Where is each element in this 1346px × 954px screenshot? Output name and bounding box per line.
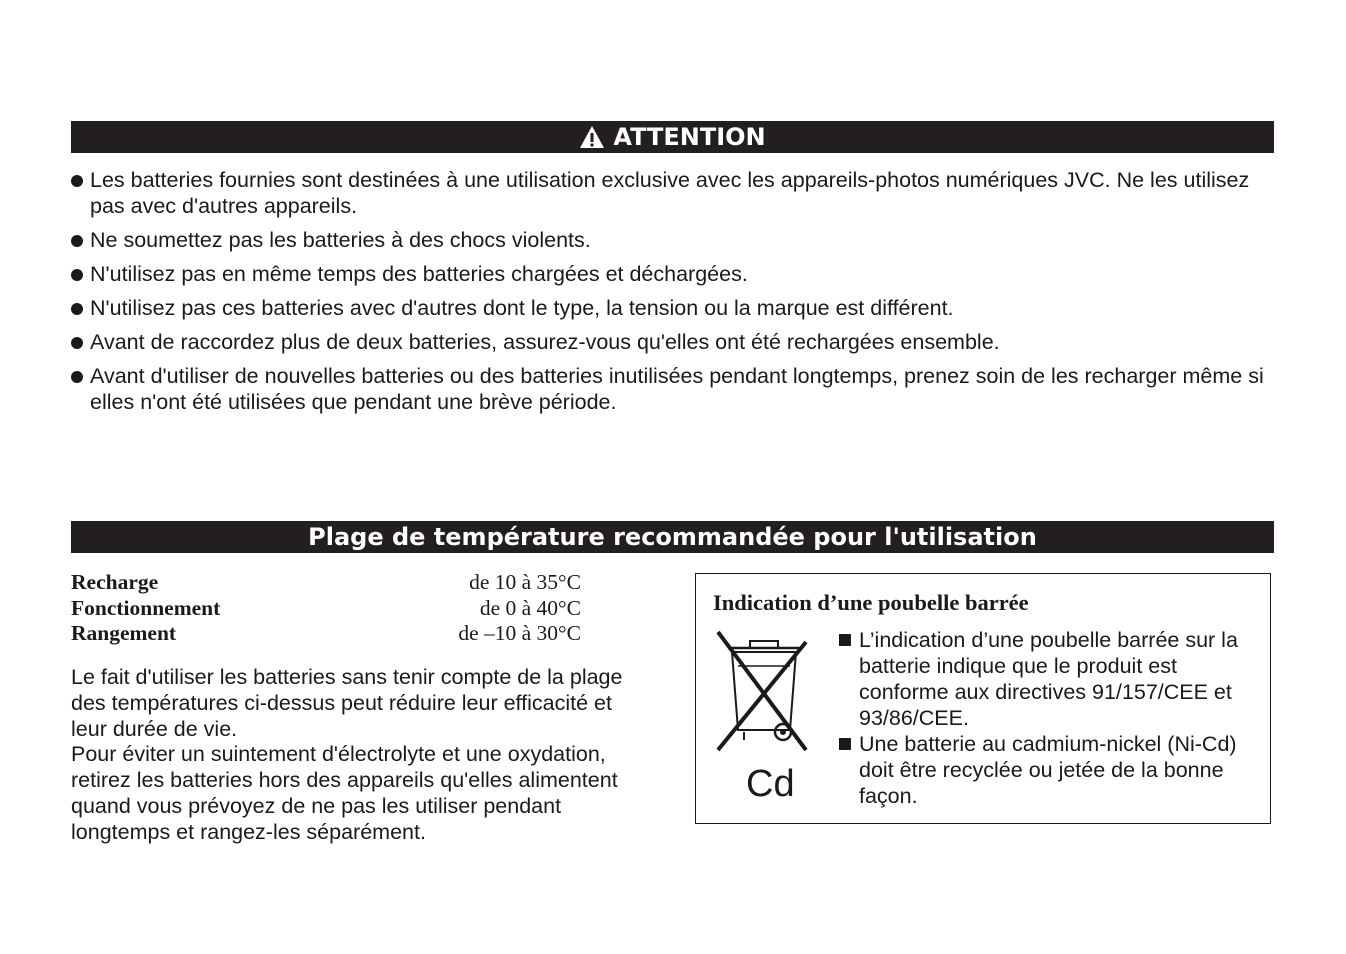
list-item: Avant de raccordez plus de deux batteries, assurez-vous qu'elles ont été rechargées ensemble. — [71, 329, 1274, 355]
list-item: Les batteries fournies sont destinées à une utilisation exclusive avec les appareils-photos numériques JVC. Ne les utilisez pas avec d'autres appareils. — [71, 167, 1274, 219]
temperature-row — [71, 596, 581, 622]
temperature-row — [71, 570, 581, 596]
list-item: L’indication d’une poubelle barrée sur la batterie indique que le produit est conforme aux directives 91/157/CEE et 93/86/CEE. — [839, 627, 1259, 731]
temperature-notes — [71, 665, 651, 846]
bin-notice-list — [839, 627, 1259, 809]
temperature-header — [71, 521, 1274, 553]
temperature-paragraph: Le fait d'utiliser les batteries sans tenir compte de la plage des températures ci-dessus peut réduire leur efficacité et leur durée de vie. — [71, 665, 623, 741]
temperature-label: Recharge — [71, 570, 159, 594]
temperature-table — [71, 570, 581, 647]
attention-title: ATTENTION — [613, 123, 766, 151]
warning-triangle-icon — [579, 125, 605, 149]
attention-header — [71, 121, 1274, 153]
temperature-value: de 0 à 40°C — [479, 595, 581, 620]
bin-notice-title: Indication d’une poubelle barrée — [713, 590, 1029, 615]
temperature-title: Plage de température recommandée pour l'utilisation — [308, 523, 1037, 551]
list-item: Ne soumettez pas les batteries à des chocs violents. — [71, 227, 1274, 253]
attention-list — [71, 167, 1274, 423]
list-item: Avant d'utiliser de nouvelles batteries ou des batteries inutilisées pendant longtemps, prenez soin de les recharger même si elles n'ont été utilisées que pendant une brève période. — [71, 363, 1274, 415]
cadmium-symbol-label: Cd — [746, 763, 795, 805]
temperature-row — [71, 621, 581, 647]
list-item: Une batterie au cadmium-nickel (Ni-Cd) doit être recyclée ou jetée de la bonne façon. — [839, 731, 1259, 809]
temperature-value: de –10 à 30°C — [458, 621, 581, 645]
list-item: N'utilisez pas ces batteries avec d'autres dont le type, la tension ou la marque est différent. — [71, 295, 1274, 321]
bin-notice-box — [695, 573, 1271, 824]
temperature-label: Fonctionnement — [71, 595, 221, 620]
temperature-paragraph: Pour éviter un suintement d'électrolyte et une oxydation, retirez les batteries hors des appareils qu'elles alimentent quand vous prévoyez de ne pas les utiliser pendant longtemps et rangez-les séparément. — [71, 742, 618, 844]
crossed-out-bin-icon — [714, 626, 814, 756]
list-item: N'utilisez pas en même temps des batteries chargées et déchargées. — [71, 261, 1274, 287]
temperature-value: de 10 à 35°C — [469, 570, 581, 594]
temperature-label: Rangement — [71, 621, 177, 645]
